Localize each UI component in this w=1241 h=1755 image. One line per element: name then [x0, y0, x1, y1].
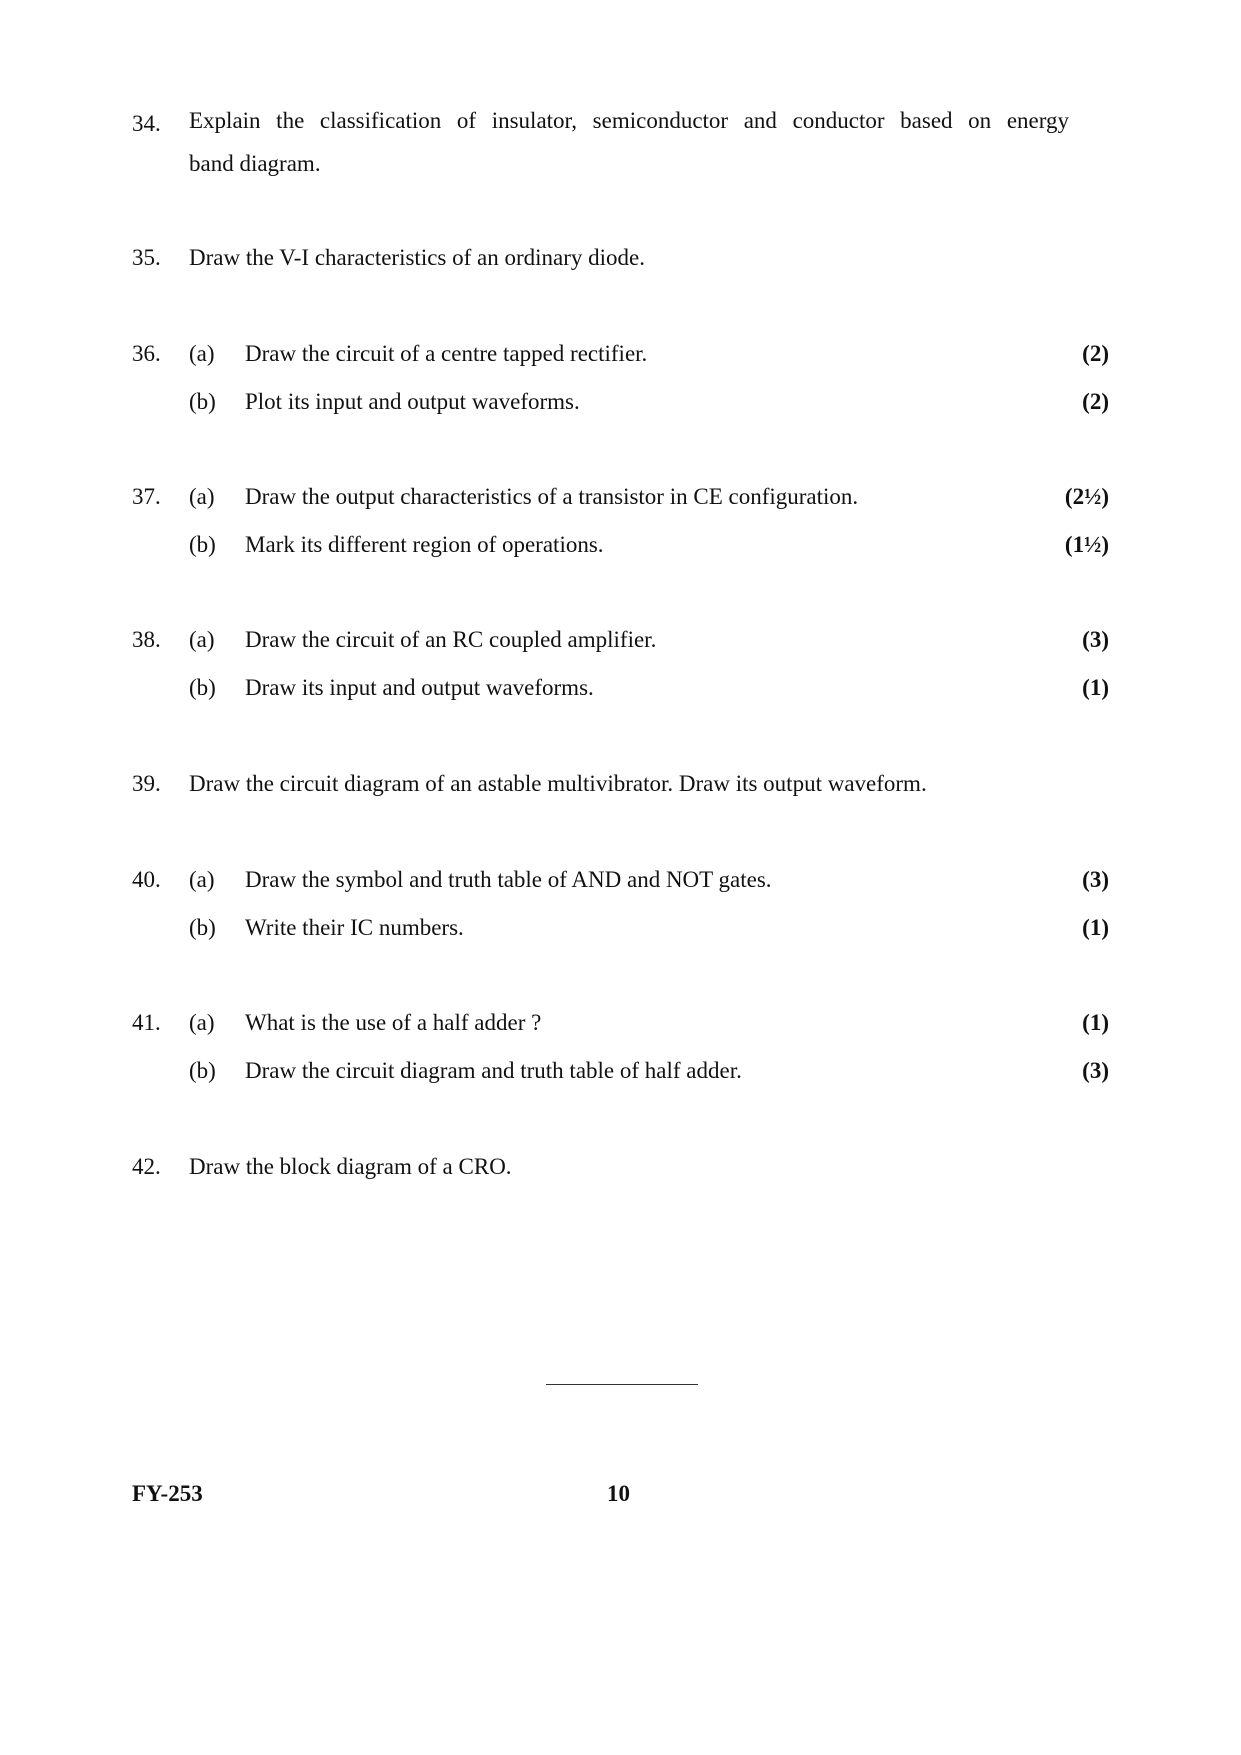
end-rule [546, 1384, 698, 1385]
part-marks: (2½) [1064, 484, 1109, 509]
part-label: (b) [189, 1058, 216, 1083]
question-text: Draw the block diagram of a CRO. [189, 1154, 512, 1179]
question-number: 40. [132, 867, 161, 892]
part-marks: (2) [1082, 389, 1109, 414]
part-text: Write their IC numbers. [245, 915, 464, 940]
part-text: Draw the circuit of an RC coupled amplifier. [245, 627, 657, 652]
part-marks: (1) [1082, 915, 1109, 940]
question-number: 38. [132, 627, 161, 652]
part-text: Mark its different region of operations. [245, 532, 604, 557]
part-text: Draw the circuit of a centre tapped rectifier. [245, 341, 648, 366]
part-label: (a) [189, 867, 215, 892]
part-label: (a) [189, 484, 215, 509]
part-text: Plot its input and output waveforms. [245, 389, 580, 414]
question-number: 39. [132, 771, 161, 796]
paper-code: FY-253 [132, 1481, 203, 1506]
question-number: 34. [132, 111, 161, 136]
part-marks: (1) [1082, 1010, 1109, 1035]
part-text: Draw its input and output waveforms. [245, 675, 594, 700]
part-label: (b) [189, 532, 216, 557]
part-label: (b) [189, 915, 216, 940]
part-text: Draw the output characteristics of a transistor in CE configuration. [245, 484, 859, 509]
part-marks: (3) [1082, 867, 1109, 892]
part-marks: (3) [1082, 627, 1109, 652]
question-text-line-2: band diagram. [189, 151, 321, 176]
question-text-line-1: Explain the classification of insulator, semiconductor and conductor based on energy [189, 108, 1069, 133]
question-number: 35. [132, 245, 161, 270]
question-text [189, 99, 1069, 185]
part-label: (a) [189, 341, 215, 366]
part-marks: (1) [1082, 675, 1109, 700]
part-label: (a) [189, 627, 215, 652]
part-label: (b) [189, 389, 216, 414]
question-text: Draw the V-I characteristics of an ordinary diode. [189, 245, 646, 270]
question-number: 36. [132, 341, 161, 366]
part-text: What is the use of a half adder ? [245, 1010, 542, 1035]
part-text: Draw the circuit diagram and truth table of half adder. [245, 1058, 742, 1083]
part-label: (b) [189, 675, 216, 700]
part-marks: (2) [1082, 341, 1109, 366]
question-number: 41. [132, 1010, 161, 1035]
part-label: (a) [189, 1010, 215, 1035]
part-marks: (1½) [1064, 532, 1109, 557]
page-number: 10 [607, 1481, 630, 1506]
question-number: 37. [132, 484, 161, 509]
part-text: Draw the symbol and truth table of AND and NOT gates. [245, 867, 772, 892]
part-marks: (3) [1082, 1058, 1109, 1083]
question-number: 42. [132, 1154, 161, 1179]
question-text: Draw the circuit diagram of an astable multivibrator. Draw its output waveform. [189, 771, 927, 796]
